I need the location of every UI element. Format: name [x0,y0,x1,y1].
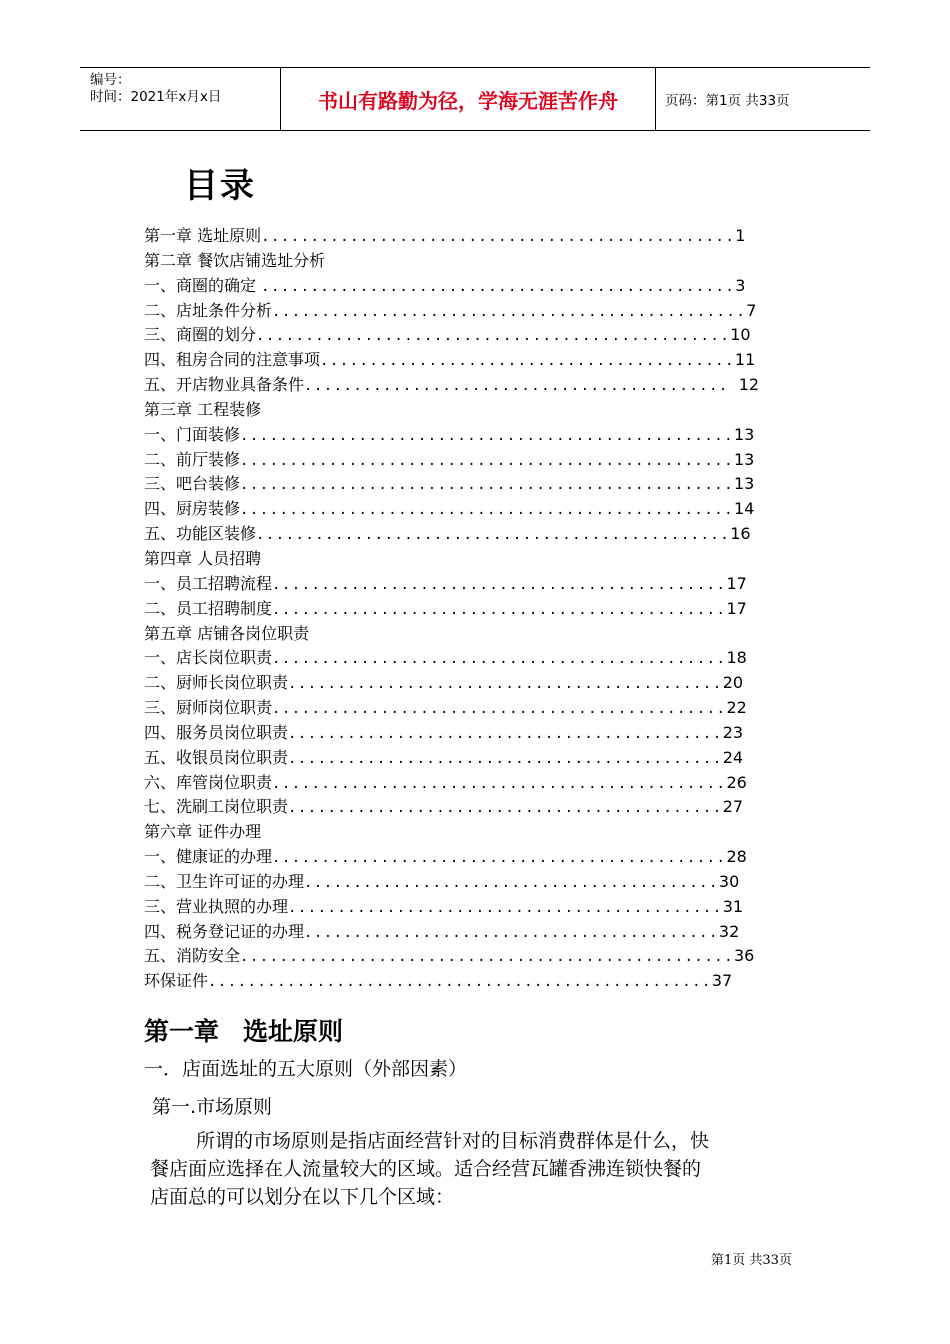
toc-entry [144,323,804,348]
toc-entry-leader: .................................................. [240,452,734,469]
header-page-info: 页码：第1页 共33页 [665,93,790,109]
toc-entry [144,771,804,796]
toc-entry-title: 二、厨师长岗位职责 [144,673,289,693]
toc-entry [144,795,804,820]
toc-entry [144,547,804,572]
toc-entry-leader: ................................................ [256,527,731,544]
toc-entry [144,448,804,473]
toc-entry-page: 36 [733,946,755,966]
toc-entry [144,249,804,274]
toc-entry-leader: .......................................... [304,924,719,941]
toc-entry-title: 三、吧台装修 [144,474,241,494]
toc-entry-page: 7 [746,300,757,320]
toc-entry [144,820,804,845]
toc-entry-title: 六、库管岗位职责 [144,772,273,792]
toc-entry-leader: .............................................. [272,576,727,593]
toc-entry-leader: ............................................ [288,676,723,693]
toc-entry-leader: .......................................... [320,353,735,370]
toc-entry-page: 13 [733,449,755,469]
toc-entry-title: 七、洗刷工岗位职责 [144,797,289,817]
toc-entry-page: 32 [718,921,740,941]
toc-entry [144,845,804,870]
toc-entry-page: 18 [726,648,747,668]
toc-entry-leader: .................................................. [240,477,734,494]
toc-entry-leader: .................................................. [240,502,734,519]
toc-entry-leader: ................................................ [256,328,731,345]
subsection-heading: 第一.市场原则 [152,1096,273,1118]
header-meta-cell [80,68,280,130]
toc-entry-page: 26 [726,772,747,792]
toc-entry [144,746,804,771]
toc-entry-page: 24 [722,747,744,767]
toc-entry [144,895,804,920]
document-number-label: 编号： [90,72,131,88]
toc-entry [144,572,804,597]
toc-entry-title: 三、营业执照的办理 [144,896,289,916]
toc-entry-title: 第三章 工程装修 [144,399,262,419]
page-header [80,67,870,131]
toc-entry-title: 第六章 证件办理 [144,822,262,842]
toc-entry-title: 五、收银员岗位职责 [144,747,289,767]
toc-entry [144,920,804,945]
toc-title: 目录 [184,166,256,206]
body-paragraph [150,1127,810,1211]
toc-entry-title: 第五章 店铺各岗位职责 [144,623,310,643]
toc-entry-title: 二、员工招聘制度 [144,598,273,618]
toc-entry-page: 28 [726,847,747,867]
toc-entry [144,646,804,671]
toc-entry-page: 12 [738,375,760,395]
paragraph-line: 店面总的可以划分在以下几个区域： [150,1186,455,1208]
toc-entry-leader: .............................................. [272,701,727,718]
toc-entry-title: 一、健康证的办理 [144,847,273,867]
toc-entry [144,944,804,969]
toc-entry-page: 22 [726,698,747,718]
chapter-title: 选址原则 [243,1017,344,1046]
toc-entry-leader: .............................................. [272,775,727,792]
toc-entry-page: 1 [735,226,746,245]
header-page-info-cell [655,68,870,130]
toc-entry [144,870,804,895]
toc-entry [144,671,804,696]
chapter-heading [144,1012,343,1048]
table-of-contents [144,224,804,994]
toc-entry-leader: .............................................. [272,601,727,618]
toc-entry-title: 一、商圈的确定 [144,275,262,295]
toc-entry-leader: ................................................ [272,303,747,320]
toc-entry [144,597,804,622]
toc-entry [144,348,804,373]
toc-entry-page: 20 [722,673,744,693]
toc-entry-page: 16 [730,524,751,544]
toc-entry-title: 二、前厅装修 [144,449,241,469]
toc-entry-page: 13 [733,474,755,494]
toc-entry [144,721,804,746]
toc-entry-page: 27 [722,797,744,817]
toc-entry-title: 第一章 选址原则 [144,226,262,245]
toc-entry [144,299,804,324]
toc-entry [144,398,804,423]
toc-entry [144,224,804,249]
toc-entry-title: 三、商圈的划分 [144,325,257,345]
toc-entry-leader: .............................................. [272,651,727,668]
paragraph-line: 餐店面应选择在人流量较大的区域。适合经营瓦罐香沸连锁快餐的 [150,1158,702,1180]
toc-entry [144,497,804,522]
toc-entry-leader: .............................................. [272,850,727,867]
paragraph-line: 所谓的市场原则是指店面经营针对的目标消费群体是什么，快 [196,1130,710,1152]
toc-entry-leader: ............................................ [288,899,723,916]
toc-entry-title: 四、租房合同的注意事项 [144,350,321,370]
toc-entry-page: 10 [730,325,751,345]
toc-entry-title: 一、店长岗位职责 [144,648,273,668]
toc-entry [144,472,804,497]
toc-entry-page: 17 [726,598,747,618]
toc-entry-title: 一、员工招聘流程 [144,573,273,593]
toc-entry-title: 三、厨师岗位职责 [144,698,273,718]
toc-entry [144,969,804,994]
toc-entry-title: 五、消防安全 [144,946,241,966]
toc-entry-leader: ............................................ [288,750,723,767]
toc-entry-title: 四、厨房装修 [144,499,241,519]
toc-entry [144,696,804,721]
toc-entry [144,274,804,299]
toc-entry-title: 四、服务员岗位职责 [144,722,289,742]
toc-entry-leader: ................................................ [261,278,736,295]
toc-entry-page: 3 [735,275,746,295]
page-footer: 第1页 共33页 [711,1253,792,1268]
toc-entry [144,522,804,547]
header-motto: 书山有路勤为径，学海无涯苦作舟 [280,68,656,130]
toc-entry-title: 二、店址条件分析 [144,300,273,320]
toc-entry-leader: .................................................. [240,427,734,444]
toc-entry-leader: ............................................ [288,725,723,742]
document-date: 时间：2021年x月x日 [90,89,222,105]
toc-entry-leader: .................................................. [240,949,734,966]
toc-entry-leader: ............................................ [288,800,723,817]
toc-entry-title: 一、门面装修 [144,424,241,444]
toc-entry-title: 五、功能区装修 [144,524,257,544]
toc-entry-page: 17 [726,573,747,593]
toc-entry-page: 31 [722,896,744,916]
section-heading: 一．店面选址的五大原则（外部因素） [144,1058,468,1080]
toc-entry-leader: .......................................... [304,874,719,891]
toc-entry-title: 第四章 人员招聘 [144,548,262,568]
toc-entry-title: 环保证件 [144,971,209,991]
toc-entry-title: 五、开店物业具备条件 [144,375,305,395]
toc-entry-title: 二、卫生许可证的办理 [144,871,305,891]
toc-entry [144,423,804,448]
toc-entry-page: 37 [711,971,733,991]
toc-entry [144,622,804,647]
chapter-number: 第一章 [144,1017,220,1046]
toc-entry [144,373,804,398]
toc-entry-page: 11 [734,350,756,370]
toc-entry-title: 四、税务登记证的办理 [144,921,305,941]
toc-entry-leader: ................................................ [261,229,736,245]
toc-entry-page: 30 [718,871,740,891]
toc-entry-page: 23 [722,722,744,742]
toc-entry-page: 14 [733,499,755,519]
toc-entry-leader: ................................................... [208,974,712,991]
toc-entry-title: 第二章 餐饮店铺选址分析 [144,250,326,270]
toc-entry-page: 13 [733,424,755,444]
toc-entry-leader: ........................................... [304,378,739,395]
